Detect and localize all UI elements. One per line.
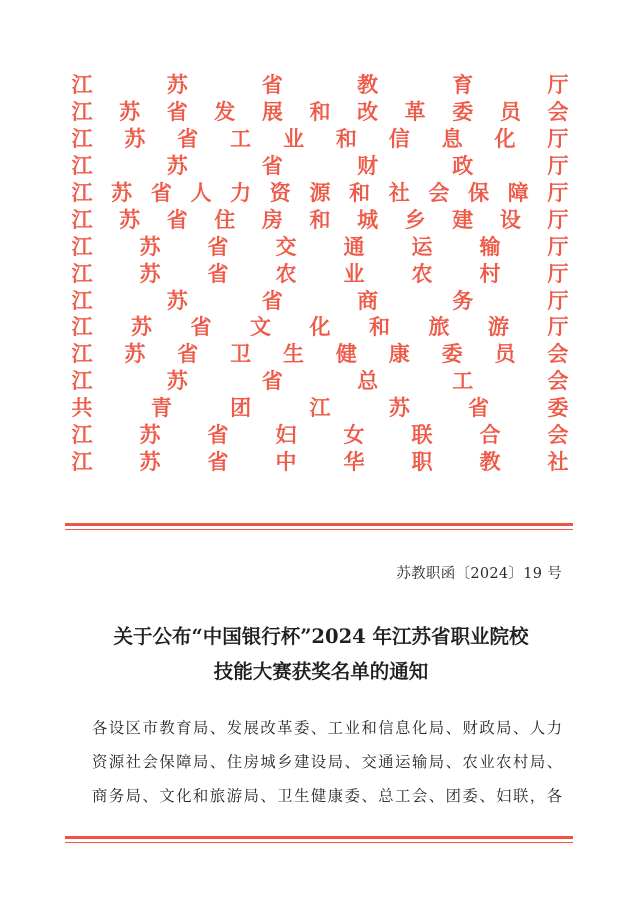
issuer-char: 省 xyxy=(177,126,199,152)
issuer-char: 城 xyxy=(357,206,379,232)
issuer-name xyxy=(70,126,570,153)
issuer-char: 省 xyxy=(177,341,199,367)
issuer-char: 输 xyxy=(479,233,501,259)
issuer-char: 省 xyxy=(166,206,188,232)
issuer-char: 苏 xyxy=(119,206,141,232)
issuer-char: 合 xyxy=(479,422,501,448)
issuer-char: 厅 xyxy=(547,287,569,313)
issuer-char: 省 xyxy=(207,422,229,448)
issuer-name xyxy=(70,206,570,233)
issuer-char: 苏 xyxy=(131,314,152,340)
issuer-char: 工 xyxy=(230,126,252,152)
issuer-char: 文 xyxy=(250,314,271,340)
issuer-char: 和 xyxy=(309,99,331,125)
issuer-char: 江 xyxy=(71,72,93,98)
issuer-char: 会 xyxy=(547,99,569,125)
issuer-char: 江 xyxy=(71,180,93,205)
issuer-char: 省 xyxy=(261,287,283,313)
issuer-char: 总 xyxy=(357,368,379,394)
issuer-char: 人 xyxy=(190,180,212,205)
issuer-char: 社 xyxy=(547,448,569,474)
issuer-char: 苏 xyxy=(166,287,188,313)
issuer-char: 厅 xyxy=(547,260,569,286)
issuer-char: 农 xyxy=(411,260,433,286)
issuer-char: 江 xyxy=(71,99,93,125)
issuer-char: 业 xyxy=(343,260,365,286)
issuer-char: 苏 xyxy=(139,422,161,448)
issuer-char: 江 xyxy=(71,233,93,259)
body-text-line: 各设区市教育局、发展改革委、工业和信息化局、财政局、人力 xyxy=(92,719,562,737)
issuer-char: 工 xyxy=(452,368,474,394)
document-title-line-2: 技能大赛获奖名单的通知 xyxy=(213,660,429,683)
issuer-char: 务 xyxy=(452,287,474,313)
issuer-char: 江 xyxy=(71,260,93,286)
document-number: 苏教职函〔2024〕19 号 xyxy=(396,566,562,582)
issuer-char: 华 xyxy=(343,448,365,474)
issuer-char: 省 xyxy=(150,180,172,205)
issuer-char: 省 xyxy=(261,153,283,179)
issuer-name xyxy=(70,180,570,207)
issuer-char: 和 xyxy=(349,180,371,205)
issuer-char: 委 xyxy=(452,99,474,125)
issuer-char: 康 xyxy=(388,341,410,367)
issuer-char: 革 xyxy=(404,99,426,125)
issuer-char: 商 xyxy=(357,287,379,313)
issuer-char: 江 xyxy=(71,448,93,474)
issuer-char: 江 xyxy=(71,206,93,232)
issuer-char: 妇 xyxy=(275,422,297,448)
issuer-char: 农 xyxy=(275,260,297,286)
issuer-name xyxy=(70,395,570,422)
issuer-char: 江 xyxy=(309,395,331,421)
issuer-char: 资 xyxy=(269,180,291,205)
issuer-char: 会 xyxy=(428,180,450,205)
issuer-name xyxy=(70,448,570,475)
issuer-char: 化 xyxy=(494,126,516,152)
issuer-name xyxy=(70,72,570,99)
issuer-char: 运 xyxy=(411,233,433,259)
issuer-char: 交 xyxy=(275,233,297,259)
issuer-char: 厅 xyxy=(547,206,569,232)
issuer-char: 和 xyxy=(335,126,357,152)
issuer-char: 青 xyxy=(150,395,172,421)
issuer-char: 省 xyxy=(468,395,490,421)
issuer-name xyxy=(70,422,570,449)
issuer-char: 保 xyxy=(468,180,490,205)
red-rule-thick xyxy=(65,836,573,839)
issuer-char: 信 xyxy=(388,126,410,152)
issuer-char: 省 xyxy=(207,260,229,286)
issuer-char: 江 xyxy=(71,287,93,313)
issuer-name xyxy=(70,260,570,287)
issuer-char: 会 xyxy=(547,341,569,367)
issuer-char: 建 xyxy=(452,206,474,232)
issuer-char: 厅 xyxy=(547,314,569,340)
issuer-char: 中 xyxy=(275,448,297,474)
issuer-char: 生 xyxy=(283,341,304,367)
issuer-char: 省 xyxy=(207,233,229,259)
red-separator-bottom xyxy=(65,836,573,843)
issuer-char: 江 xyxy=(71,153,93,179)
issuer-char: 江 xyxy=(71,368,93,394)
issuer-char: 游 xyxy=(488,314,509,340)
issuer-char: 住 xyxy=(214,206,236,232)
issuer-name xyxy=(70,287,570,314)
issuer-char: 女 xyxy=(343,422,365,448)
issuer-char: 和 xyxy=(309,206,331,232)
issuer-char: 政 xyxy=(452,153,474,179)
issuer-char: 厅 xyxy=(547,126,569,152)
issuer-name xyxy=(70,368,570,395)
issuer-char: 苏 xyxy=(111,180,133,205)
issuer-char: 社 xyxy=(388,180,410,205)
issuer-char: 展 xyxy=(261,99,283,125)
issuer-char: 苏 xyxy=(166,72,188,98)
issuer-char: 育 xyxy=(452,72,474,98)
issuer-char: 化 xyxy=(309,314,331,340)
issuer-name xyxy=(70,314,570,341)
issuer-char: 江 xyxy=(71,341,93,367)
issuer-char: 职 xyxy=(411,448,433,474)
issuer-char: 改 xyxy=(357,99,379,125)
issuer-char: 江 xyxy=(71,126,93,152)
issuer-char: 业 xyxy=(283,126,304,152)
red-rule-thick xyxy=(65,523,573,526)
issuer-char: 省 xyxy=(207,448,229,474)
issuer-char: 乡 xyxy=(404,206,426,232)
issuer-char: 源 xyxy=(309,180,331,205)
issuer-char: 苏 xyxy=(166,368,188,394)
issuer-name xyxy=(70,341,570,368)
issuer-char: 设 xyxy=(499,206,521,232)
body-text-line: 商务局、文化和旅游局、卫生健康委、总工会、团委、妇联，各 xyxy=(92,787,562,805)
issuer-char: 江 xyxy=(71,422,93,448)
red-separator-top xyxy=(65,523,573,530)
issuer-char: 教 xyxy=(479,448,501,474)
issuer-char: 省 xyxy=(166,99,188,125)
issuer-char: 障 xyxy=(507,180,529,205)
issuer-char: 健 xyxy=(335,341,357,367)
red-rule-thin xyxy=(65,842,573,843)
body-text-line: 资源社会保障局、住房城乡建设局、交通运输局、农业农村局、 xyxy=(92,753,562,771)
issuer-char: 通 xyxy=(343,233,365,259)
issuer-char: 教 xyxy=(357,72,379,98)
issuer-char: 省 xyxy=(190,314,212,340)
issuer-char: 房 xyxy=(261,206,283,232)
issuer-char: 苏 xyxy=(119,99,141,125)
issuer-char: 江 xyxy=(71,314,93,340)
issuer-name xyxy=(70,233,570,260)
issuer-char: 苏 xyxy=(166,153,188,179)
issuer-char: 会 xyxy=(547,368,569,394)
issuer-char: 员 xyxy=(499,99,521,125)
issuer-char: 苏 xyxy=(139,448,161,474)
issuer-char: 力 xyxy=(230,180,252,205)
issuer-char: 财 xyxy=(357,153,379,179)
document-title-line-1: 关于公布“中国银行杯”2024 年江苏省职业院校 xyxy=(113,625,529,648)
issuer-char: 联 xyxy=(411,422,433,448)
issuer-char: 厅 xyxy=(547,180,569,205)
issuer-char: 旅 xyxy=(428,314,450,340)
issuer-char: 苏 xyxy=(124,126,146,152)
issuer-name xyxy=(70,99,570,126)
issuer-char: 委 xyxy=(441,341,463,367)
issuer-char: 和 xyxy=(369,314,390,340)
issuer-char: 省 xyxy=(261,72,283,98)
issuer-char: 息 xyxy=(441,126,463,152)
issuer-char: 会 xyxy=(547,422,569,448)
issuer-char: 厅 xyxy=(547,72,569,98)
issuing-authorities-header xyxy=(70,72,570,475)
issuer-char: 苏 xyxy=(139,233,161,259)
issuer-char: 卫 xyxy=(230,341,252,367)
issuer-char: 厅 xyxy=(547,233,569,259)
issuer-char: 共 xyxy=(71,395,93,421)
issuer-name xyxy=(70,153,570,180)
issuer-char: 发 xyxy=(214,99,236,125)
issuer-char: 苏 xyxy=(388,395,410,421)
issuer-char: 委 xyxy=(547,395,569,421)
issuer-char: 省 xyxy=(261,368,283,394)
issuer-char: 苏 xyxy=(124,341,146,367)
issuer-char: 厅 xyxy=(547,153,569,179)
issuer-char: 团 xyxy=(230,395,252,421)
issuer-char: 苏 xyxy=(139,260,161,286)
red-rule-thin xyxy=(65,529,573,530)
issuer-char: 村 xyxy=(479,260,501,286)
issuer-char: 员 xyxy=(494,341,516,367)
